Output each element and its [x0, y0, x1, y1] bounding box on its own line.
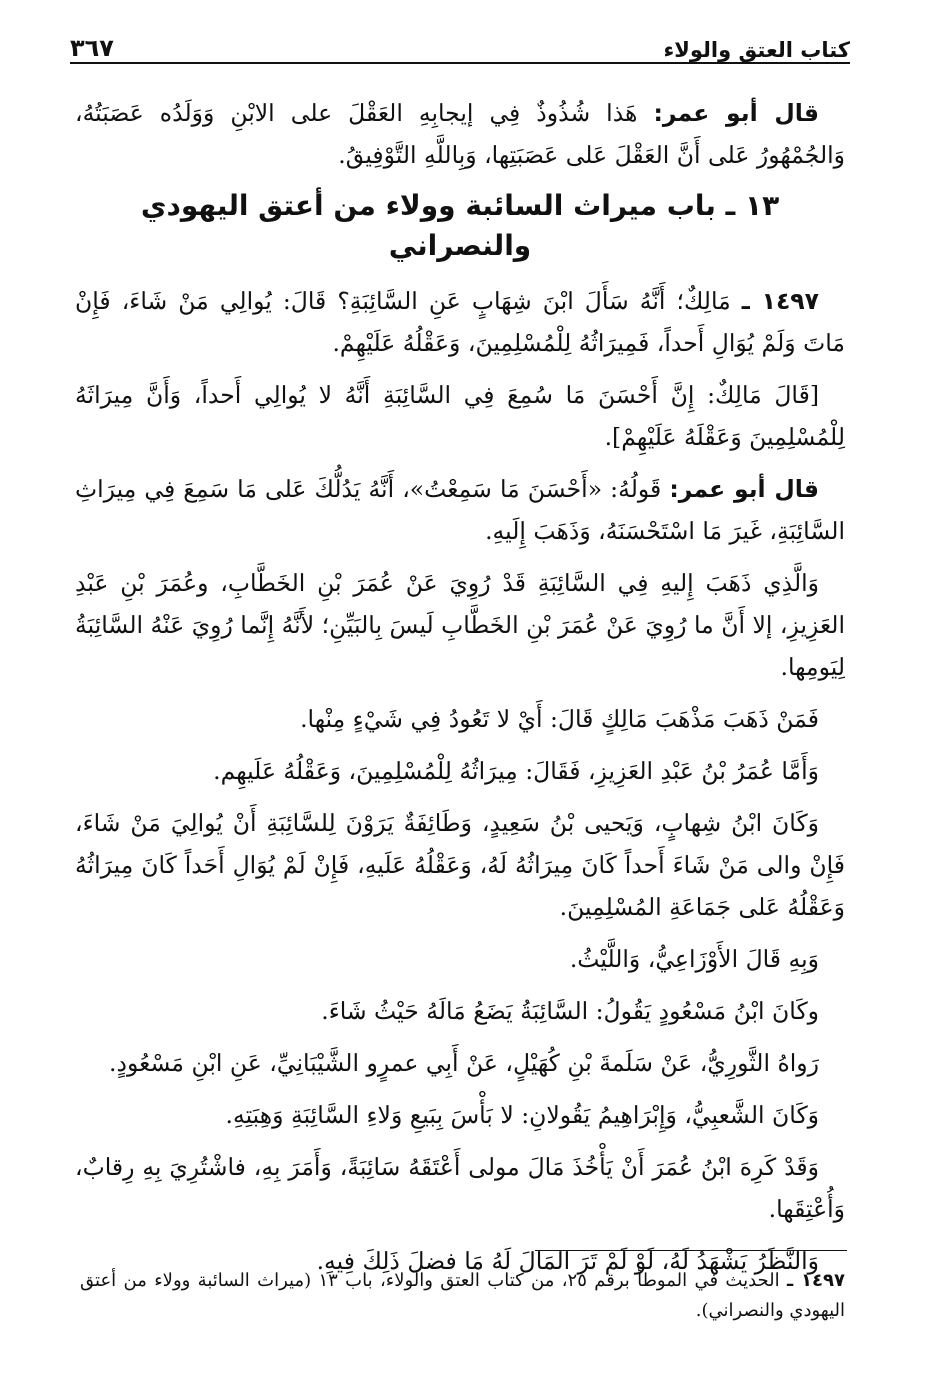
paragraph-thawri [75, 1042, 845, 1084]
hadith-1497 [75, 280, 845, 364]
paragraph-abu-umar-2 [75, 468, 845, 552]
paragraph-text: رَواهُ الثَّورِيُّ، عَنْ سَلَمةَ بْنِ كُهَيْلٍ، عَنْ أَبِي عمرٍو الشَّيْبَانِيِّ، عَنِ ابْنِ مَسْعُودٍ. [109, 1049, 819, 1077]
page-number: ٣٦٧ [70, 34, 114, 62]
paragraph-text: هَذا شُذُوذٌ فِي إيجابِهِ العَقْلَ على الابْنِ وَوَلَدُه عَصَبَتُهُ، وَالجُمْهُورُ عَلى أَنَّ العَقْلَ عَلى عَصَبَتِها، وَبِاللَّهِ التَّوْفِيقُ. [75, 99, 845, 169]
paragraph-abu-umar-1 [75, 92, 845, 176]
paragraph-awzai [75, 938, 845, 980]
paragraph-text: وَالَّذِي ذَهَبَ إِليهِ فِي السَّائِبَةِ قَدْ رُوِيَ عَنْ عُمَرَ بْنِ الخَطَّابِ، وعُمَرَ بْنِ عَبْدِ العَزِيزِ، إلا أَنَّ ما رُوِيَ عَنْ عُمَرَ بْنِ الخَطَّابِ لَيسَ بِالبَيِّنِ؛ لأَنَّهُ إِنَّما رُوِيَ عَنْهُ السَّائِبَةُ لِيَومِها. [75, 569, 845, 681]
paragraph-ibn-masud [75, 990, 845, 1032]
paragraph-text: [قَالَ مَالِكٌ: إِنَّ أَحْسَنَ مَا سُمِعَ فِي السَّائِبَةِ أَنَّهُ لا يُوالِي أَحداً، وَأَنَّ مِيرَاثَهُ لِلْمُسْلِمِينَ وَعَقْلَهُ عَلَيْهِمْ]. [75, 381, 845, 451]
footnote [80, 1266, 845, 1326]
hadith-number: ١٤٩٧ ـ [741, 287, 819, 315]
page-header [70, 26, 850, 62]
speaker-label: قال أبو عمر: [653, 99, 819, 127]
paragraph-text: قَولُهُ: «أَحْسَنَ مَا سَمِعْتُ»، أَنَّهُ يَدُلُّكَ عَلى مَا سَمِعَ فِي مِيرَاثِ السَّائِبَةِ، غَيرَ مَا اسْتَحْسَنَهُ، وَذَهَبَ إِلَيهِ. [75, 475, 845, 545]
footnote-number: ١٤٩٧ ـ [787, 1270, 845, 1291]
paragraph-text: وَقَدْ كَرِهَ ابْنُ عُمَرَ أَنْ يَأْخُذَ مَالَ مولى أَعْتَقَهُ سَائِبَةً، وَأَمَرَ بِهِ، فاشْتُرِيَ بِهِ رِقابٌ، وَأُعْتِقَها. [75, 1153, 845, 1223]
paragraph-umar-abdulaziz [75, 750, 845, 792]
footnote-text: الحديث في الموطأ برقم ٢٥، من كتاب العتق والولاء، باب ١٣ (ميراث السائبة وولاء من أعتق اليهودي والنصراني). [80, 1270, 845, 1321]
paragraph-text: وَأَمَّا عُمَرُ بْنُ عَبْدِ العَزِيزِ، فَقَالَ: مِيرَاثُهُ لِلْمُسْلِمِينَ، وَعَقْلُهُ عَلَيهِم. [213, 757, 819, 785]
running-title: كتاب العتق والولاء [663, 38, 850, 62]
footnote-rule [535, 1250, 847, 1251]
paragraph-text: وَبِهِ قَالَ الأَوْزَاعِيُّ، وَاللَّيْثُ. [569, 945, 819, 973]
chapter-title: ١٣ ـ باب ميراث السائبة وولاء من أعتق اليهودي والنصراني [140, 189, 780, 262]
paragraph-shabi [75, 1094, 845, 1136]
paragraph-umar-narration [75, 562, 845, 688]
paragraph-malik-quote [75, 374, 845, 458]
page-body [75, 92, 845, 1292]
paragraph-ibn-shihab [75, 802, 845, 928]
paragraph-text: وَكَانَ الشَّعبِيُّ، وَإِبْرَاهِيمُ يَقُولانِ: لا بَأْسَ بِبَيعِ وَلاءِ السَّائِبَةِ وَهِبَتِهِ. [225, 1101, 819, 1129]
paragraph-ibn-umar [75, 1146, 845, 1230]
paragraph-text: وَكَانَ ابْنُ شِهابٍ، وَيَحيى بْنُ سَعِيدٍ، وَطَائِفَةٌ يَرَوْنَ لِلسَّائِبَةِ أَنْ يُوالِيَ مَنْ شَاءَ، فَإِنْ والى مَنْ شَاءَ أَحداً كَانَ مِيرَاثُهُ لَهُ، وَعَقْلُهُ عَلَيهِ، فَإِنْ لَمْ يُوَالِ أَحَداً كَانَ مِيرَاثُهُ وَعَقْلُهُ عَلى جَمَاعَةِ المُسْلِمِينَ. [75, 809, 845, 921]
paragraph-text: مَالِكٌ؛ أَنَّهُ سَأَلَ ابْنَ شِهَابٍ عَنِ السَّائِبَةِ؟ قَالَ: يُوالِي مَنْ شَاءَ، فَإِنْ مَاتَ وَلَمْ يُوَالِ أَحداً، فَمِيرَاثُهُ لِلْمُسْلِمِينَ، وَعَقْلُهُ عَلَيْهِمْ. [75, 287, 845, 357]
speaker-label: قال أبو عمر: [669, 475, 819, 503]
paragraph-text: وَالنَّظَرُ يَشْهَدُ لَهُ، لَوْ لَمْ تَرَ المَالَ لَهُ مَا فضلَ ذَلِكَ فِيهِ. [316, 1247, 819, 1275]
paragraph-text: وكَانَ ابْنُ مَسْعُودٍ يَقُولُ: السَّائِبَةُ يَضَعُ مَالَهُ حَيْثُ شَاءَ. [321, 997, 819, 1025]
header-rule [70, 62, 850, 64]
paragraph-text: فَمَنْ ذَهَبَ مَذْهَبَ مَالِكٍ قَالَ: أَيْ لا تَعُودُ فِي شَيْءٍ مِنْها. [300, 705, 819, 733]
paragraph-malik-madhhab [75, 698, 845, 740]
